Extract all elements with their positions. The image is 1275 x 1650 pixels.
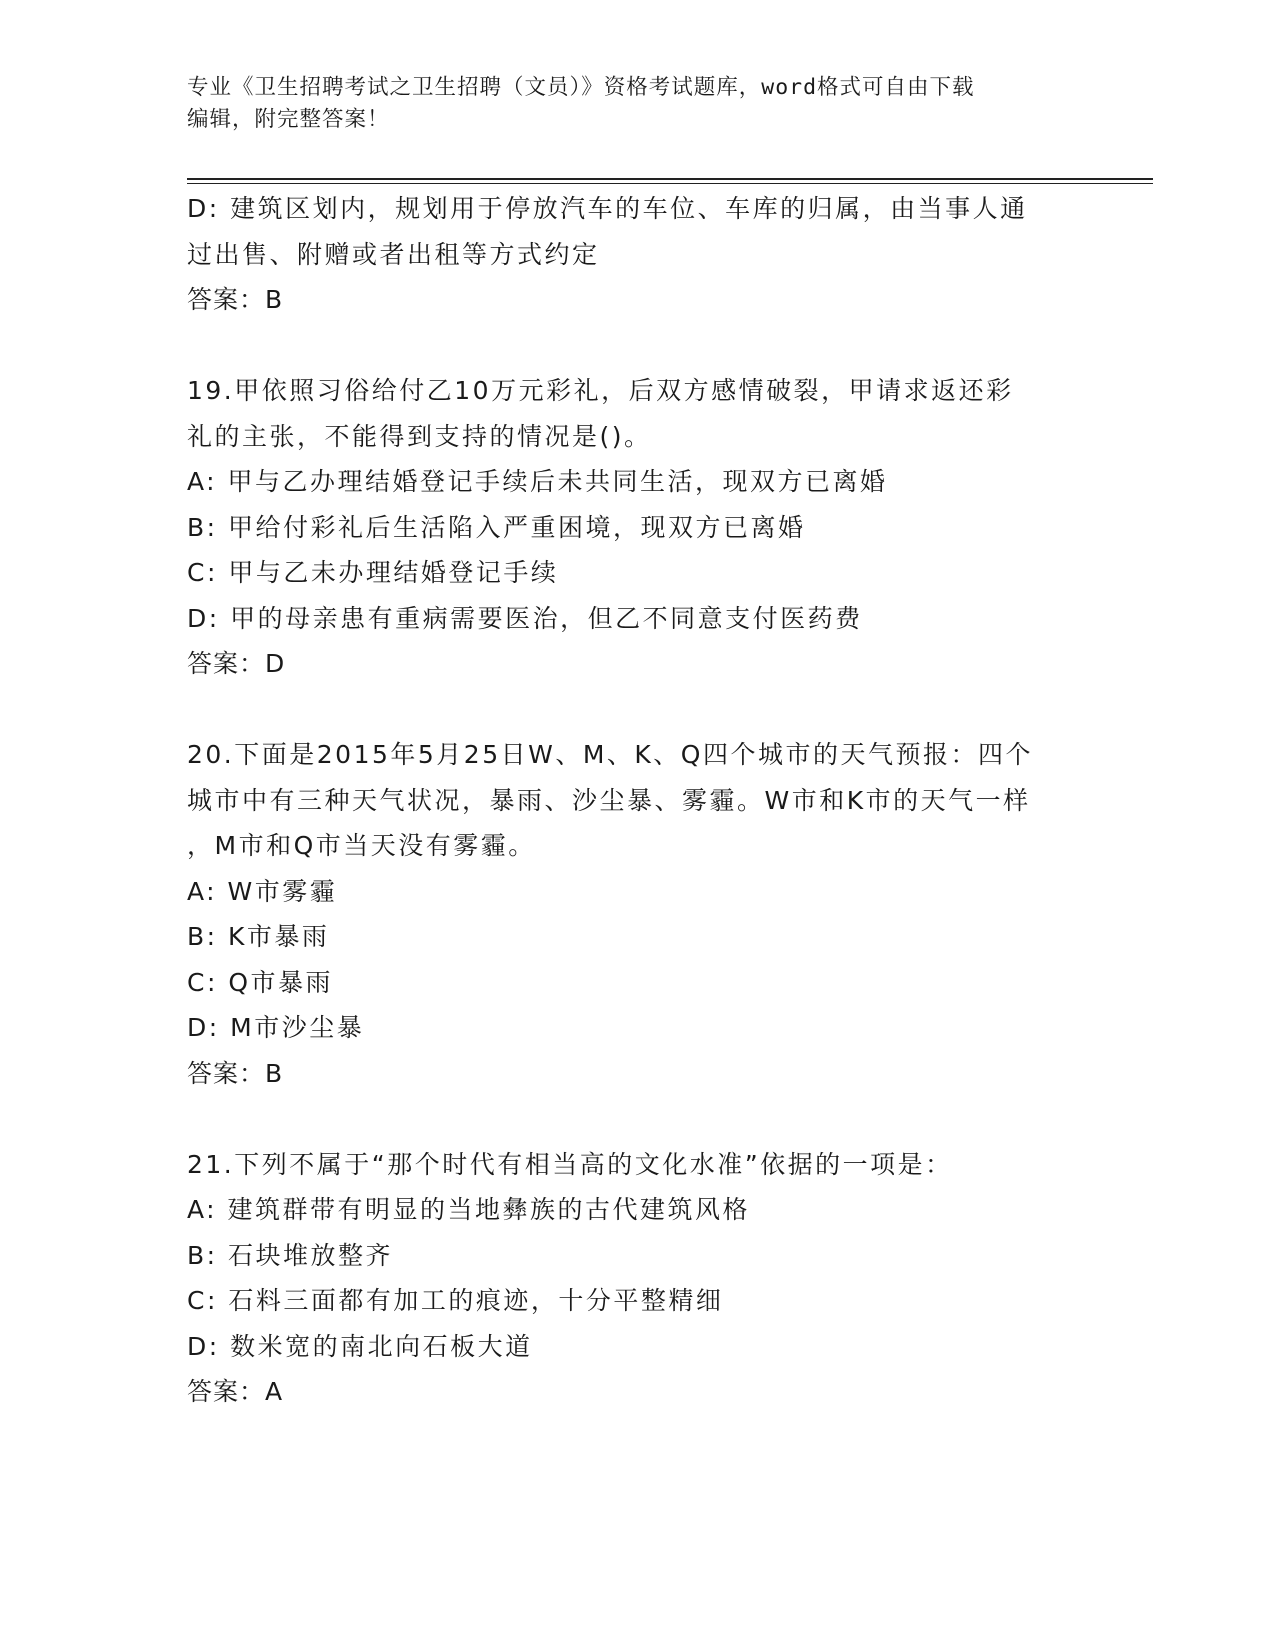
header-divider-thin xyxy=(187,183,1153,184)
question-stem: 城市中有三种天气状况，暴雨、沙尘暴、雾霾。W市和K市的天气一样 xyxy=(187,785,1031,815)
question-stem: 19.甲依照习俗给付乙10万元彩礼，后双方感情破裂，甲请求返还彩 xyxy=(187,376,1014,405)
option-c: C: Q市暴雨 xyxy=(187,967,334,997)
answer-line: 答案：B xyxy=(187,285,284,314)
option-d-continued: 过出售、附赠或者出租等方式约定 xyxy=(187,239,600,269)
question-20 xyxy=(187,732,1087,1096)
question-19 xyxy=(187,368,1087,687)
question-list xyxy=(187,186,1087,1415)
option-b: B: 甲给付彩礼后生活陷入严重困境，现双方已离婚 xyxy=(187,512,806,542)
answer-line: 答案：B xyxy=(187,1058,284,1088)
option-a: A: W市雾霾 xyxy=(187,876,338,906)
option-d: D: 数米宽的南北向石板大道 xyxy=(187,1331,533,1361)
answer-line: 答案：A xyxy=(187,1377,284,1406)
question-21 xyxy=(187,1142,1087,1415)
option-d: D: 建筑区划内，规划用于停放汽车的车位、车库的归属，由当事人通 xyxy=(187,194,1028,223)
question-stem: 21.下列不属于“那个时代有相当高的文化水准”依据的一项是： xyxy=(187,1149,953,1179)
question-fragment xyxy=(187,186,1087,323)
option-c: C: 甲与乙未办理结婚登记手续 xyxy=(187,558,559,587)
option-b: B: 石块堆放整齐 xyxy=(187,1240,394,1270)
document-header xyxy=(187,72,1067,136)
question-stem: ，M市和Q市当天没有雾霾。 xyxy=(187,831,536,860)
option-b: B: K市暴雨 xyxy=(187,922,330,951)
option-a: A: 甲与乙办理结婚登记手续后未共同生活，现双方已离婚 xyxy=(187,467,888,496)
answer-line: 答案：D xyxy=(187,649,286,678)
option-c: C: 石料三面都有加工的痕迹，十分平整精细 xyxy=(187,1286,724,1315)
header-divider-thick xyxy=(187,178,1153,180)
question-stem: 礼的主张，不能得到支持的情况是()。 xyxy=(187,421,652,451)
question-stem: 20.下面是2015年5月25日W、M、K、Q四个城市的天气预报：四个 xyxy=(187,740,1033,769)
option-d: D: M市沙尘暴 xyxy=(187,1013,365,1042)
header-line-2: 编辑，附完整答案！ xyxy=(187,107,390,132)
option-a: A: 建筑群带有明显的当地彝族的古代建筑风格 xyxy=(187,1195,751,1224)
option-d: D: 甲的母亲患有重病需要医治，但乙不同意支付医药费 xyxy=(187,603,863,633)
header-line-1: 专业《卫生招聘考试之卫生招聘（文员）》资格考试题库，word格式可自由下载 xyxy=(187,75,975,100)
